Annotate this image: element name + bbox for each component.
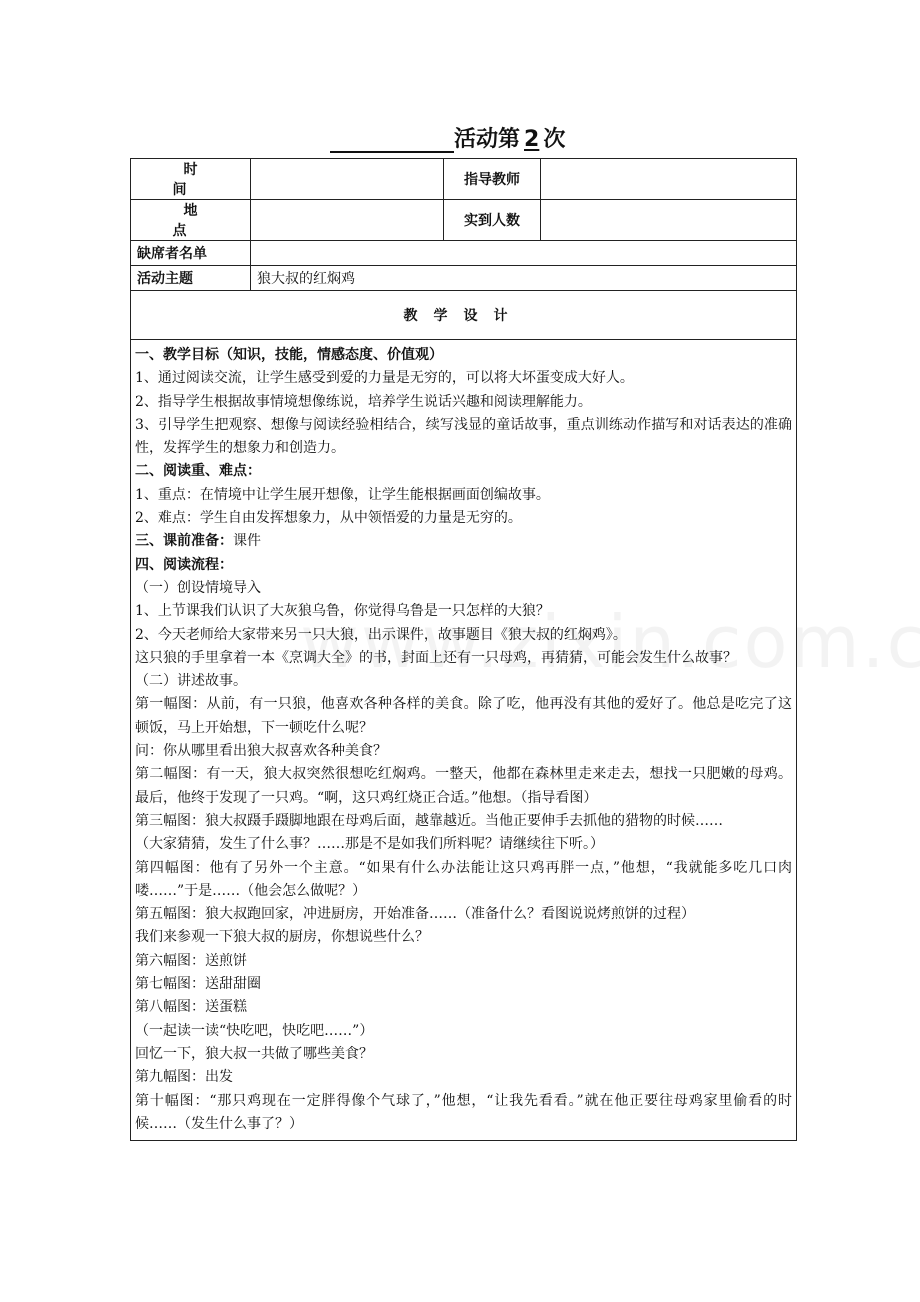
content-line [135,950,792,973]
content-text: 第四幅图：他有了另外一个主意。“如果有什么办法能让这只鸡再胖一点，”他想，“我就能多吃几口肉喽……”于是……（他会怎么做呢？） [135,859,792,899]
content-line [135,414,792,461]
time-field[interactable] [251,159,444,200]
content-line [135,600,792,623]
content-text: 第八幅图：送蛋糕 [135,999,247,1016]
content-line [135,1090,792,1137]
content-line [135,624,792,647]
content-line [135,763,792,810]
content-line [135,1043,792,1066]
content-line [135,740,792,763]
content-line [135,810,792,833]
content-text: 1、通过阅读交流，让学生感受到爱的力量是无穷的，可以将大坏蛋变成大好人。 [135,370,634,387]
content-line [135,973,792,996]
content-line [135,903,792,926]
content-line [135,647,792,670]
content-line [135,460,792,483]
row-design-title [131,291,797,340]
content-line [135,484,792,507]
content-text: 2、今天老师给大家带来另一只大狼，出示课件，故事题目《狼大叔的红焖鸡》。 [135,626,627,643]
content-text: 第三幅图：狼大叔蹑手蹑脚地跟在母鸡后面，越靠越近。当他正要伸手去抓他的猎物的时候…… [135,812,723,829]
time-label: 时 间 [131,159,251,200]
lesson-content [131,340,797,1141]
section-heading: 三、课前准备： [135,533,233,550]
title-prefix: 活动第 [454,127,521,152]
content-line [135,833,792,856]
row-theme [131,266,797,291]
teacher-field[interactable] [541,159,797,200]
activity-form [130,158,797,1141]
attendance-label: 实到人数 [444,200,541,241]
content-line [135,670,792,693]
teacher-label: 指导教师 [444,159,541,200]
absent-field[interactable] [251,241,797,266]
page-title [330,122,565,153]
content-text: 2、难点：学生自由发挥想象力，从中领悟爱的力量是无穷的。 [135,510,522,527]
content-line [135,693,792,740]
content-line [135,1066,792,1089]
content-text: 第九幅图：出发 [135,1069,233,1086]
content-line [135,367,792,390]
content-text: 第七幅图：送甜甜圈 [135,976,261,993]
content-text: 第二幅图：有一天，狼大叔突然很想吃红焖鸡。一整天，他都在森林里走来走去，想找一只肥嫩的母鸡。最后，他终于发现了一只鸡。“啊，这只鸡红烧正合适。”他想。（指导看图） [135,766,792,806]
content-line [135,996,792,1019]
section-heading: 二、阅读重、难点： [135,463,261,480]
theme-value: 狼大叔的红焖鸡 [251,266,797,291]
content-text: （二）讲述故事。 [135,673,247,690]
content-line [135,1020,792,1043]
content-line [135,530,792,553]
content-text: 课件 [233,533,261,550]
content-text: 问：你从哪里看出狼大叔喜欢各种美食？ [135,743,387,760]
content-text: 3、引导学生把观察、想像与阅读经验相结合，续写浅显的童话故事，重点训练动作描写和对话表达的准确性，发挥学生的想象力和创造力。 [135,416,792,457]
content-text: （一）创设情境导入 [135,579,261,596]
content-text: 这只狼的手里拿着一本《烹调大全》的书，封面上还有一只母鸡，再猜猜，可能会发生什么故事？ [135,649,737,666]
content-text: 第十幅图：“那只鸡现在一定胖得像个气球了，”他想，“让我先看看。”就在他正要往母鸡家里偷看的时候……（发生什么事了？） [135,1092,792,1132]
attendance-field[interactable] [541,200,797,241]
content-line [135,391,792,414]
absent-label: 缺席者名单 [131,241,251,266]
content-line [135,554,792,577]
content-line [135,926,792,949]
content-text: （一起读一读“快吃吧，快吃吧……”） [135,1022,374,1039]
content-line [135,857,792,904]
content-line [135,344,792,367]
content-text: 我们来参观一下狼大叔的厨房，你想说些什么？ [135,929,429,946]
title-number: 2 [524,127,540,152]
content-text: 1、上节课我们认识了大灰狼乌鲁，你觉得乌鲁是一只怎样的大狼？ [135,603,550,620]
theme-label: 活动主题 [131,266,251,291]
content-line [135,577,792,600]
row-absent [131,241,797,266]
content-line [135,507,792,530]
section-heading: 四、阅读流程： [135,556,233,573]
content-text: 1、重点：在情境中让学生展开想像，让学生能根据画面创编故事。 [135,486,550,503]
content-text: 第六幅图：送煎饼 [135,952,247,969]
row-time [131,159,797,200]
section-heading: 一、教学目标（知识，技能，情感态度、价值观） [135,347,443,363]
content-text: 第五幅图：狼大叔跑回家，冲进厨房，开始准备……（准备什么？看图说说烤煎饼的过程） [135,906,695,923]
place-label: 地 点 [131,200,251,241]
content-text: 2、指导学生根据故事情境想像练说，培养学生说话兴趣和阅读理解能力。 [135,393,592,410]
design-title: 教学设计 [131,291,797,340]
content-text: 第一幅图：从前，有一只狼，他喜欢各种各样的美食。除了吃，他再没有其他的爱好了。他总是吃完了这顿饭，马上开始想，下一顿吃什么呢？ [135,696,792,736]
title-suffix: 次 [543,127,566,152]
content-text: 回忆一下，狼大叔一共做了哪些美食？ [135,1045,373,1062]
content-text: （大家猜猜，发生了什么事？……那是不是如我们所料呢？请继续往下听。） [135,836,604,853]
place-field[interactable] [251,200,444,241]
row-place [131,200,797,241]
title-blank-line [330,129,454,153]
row-content [131,340,797,1141]
